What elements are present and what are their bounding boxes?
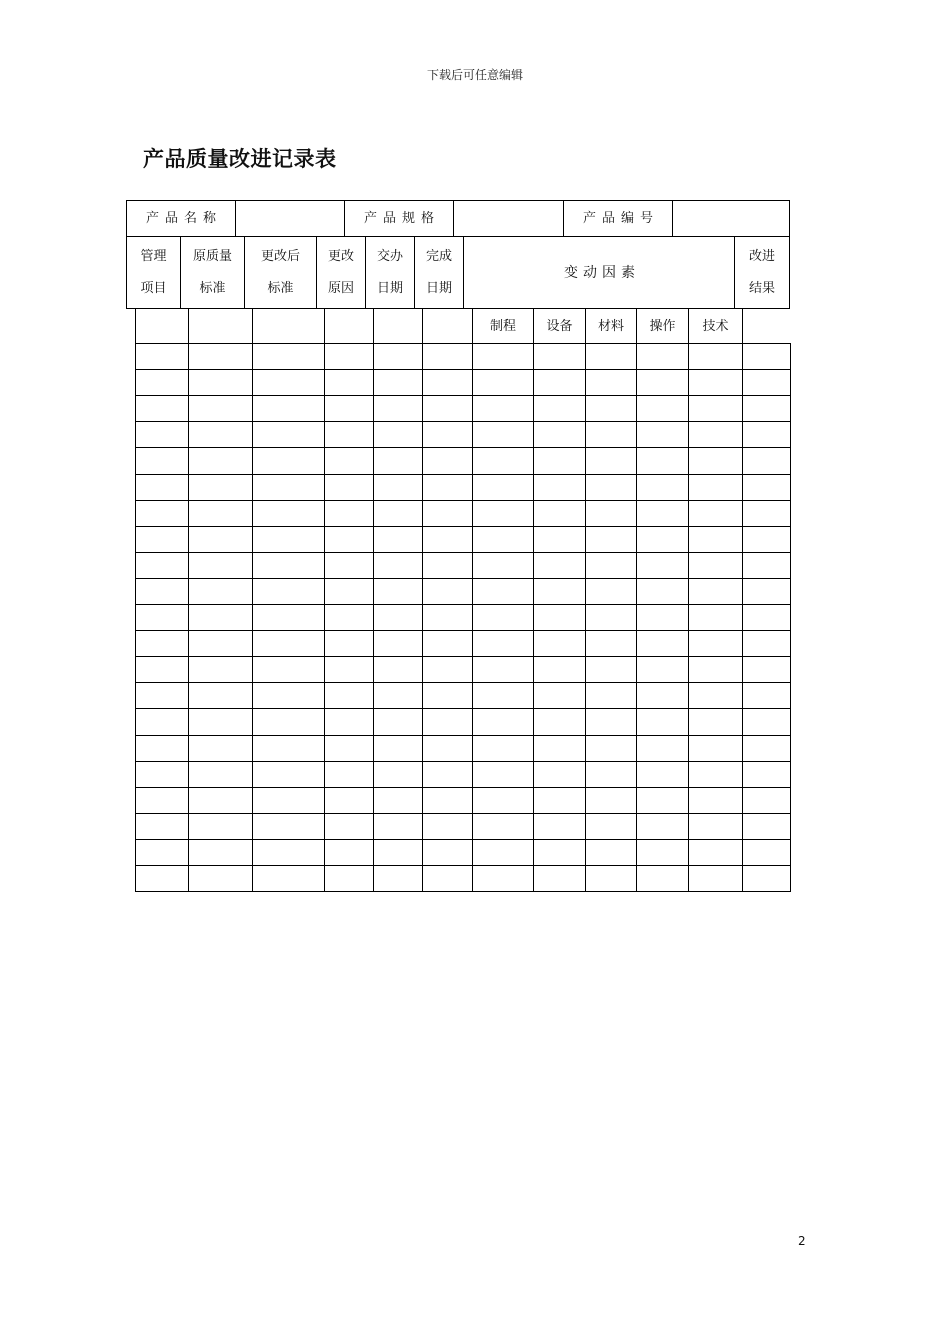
table-cell[interactable] <box>373 343 423 370</box>
table-cell[interactable] <box>533 578 586 605</box>
table-cell[interactable] <box>636 839 689 866</box>
table-cell[interactable] <box>373 708 423 736</box>
table-cell[interactable] <box>742 787 791 814</box>
table-cell[interactable] <box>688 735 743 762</box>
table-cell[interactable] <box>688 578 743 605</box>
table-cell[interactable] <box>324 761 374 788</box>
subheader-blank-cell <box>324 308 374 344</box>
table-cell[interactable] <box>324 708 374 736</box>
table-cell[interactable] <box>373 656 423 683</box>
table-cell[interactable] <box>533 343 586 370</box>
table-cell[interactable] <box>636 630 689 657</box>
table-cell[interactable] <box>585 865 637 892</box>
table-cell[interactable] <box>533 735 586 762</box>
table-cell[interactable] <box>324 578 374 605</box>
table-cell[interactable] <box>636 395 689 422</box>
table-cell[interactable] <box>188 865 253 892</box>
header-delivery-date <box>365 236 415 309</box>
table-cell[interactable] <box>252 578 325 605</box>
table-cell[interactable] <box>585 787 637 814</box>
table-cell[interactable] <box>373 865 423 892</box>
table-cell[interactable] <box>636 421 689 448</box>
table-cell[interactable] <box>472 552 534 579</box>
table-cell[interactable] <box>324 735 374 762</box>
table-cell[interactable] <box>533 761 586 788</box>
header-orig-standard-line2: 标准 <box>199 280 226 296</box>
factor-header-5: 技术 <box>688 308 743 344</box>
table-cell[interactable] <box>188 552 253 579</box>
table-cell[interactable] <box>742 369 791 396</box>
table-cell[interactable] <box>135 474 189 501</box>
table-cell[interactable] <box>422 761 473 788</box>
table-cell[interactable] <box>533 787 586 814</box>
table-cell[interactable] <box>472 447 534 475</box>
table-cell[interactable] <box>252 630 325 657</box>
table-cell[interactable] <box>688 708 743 736</box>
table-cell[interactable] <box>636 343 689 370</box>
table-cell[interactable] <box>135 682 189 709</box>
table-cell[interactable] <box>373 839 423 866</box>
table-cell[interactable] <box>742 421 791 448</box>
header-mgmt-item-line2: 项目 <box>140 280 167 296</box>
table-cell[interactable] <box>324 656 374 683</box>
table-cell[interactable] <box>373 421 423 448</box>
table-cell[interactable] <box>585 343 637 370</box>
factor-header-4: 操作 <box>636 308 689 344</box>
table-cell[interactable] <box>422 787 473 814</box>
table-cell[interactable] <box>373 447 423 475</box>
table-cell[interactable] <box>324 787 374 814</box>
header-complete-date-line1: 完成 <box>425 249 452 265</box>
header-improve-result-line1: 改进 <box>748 249 775 265</box>
table-cell[interactable] <box>324 552 374 579</box>
factor-header-3: 材料 <box>585 308 637 344</box>
table-cell[interactable] <box>472 421 534 448</box>
table-cell[interactable] <box>373 369 423 396</box>
table-cell[interactable] <box>188 656 253 683</box>
table-cell[interactable] <box>135 735 189 762</box>
table-cell[interactable] <box>688 500 743 527</box>
table-cell[interactable] <box>135 369 189 396</box>
table-cell[interactable] <box>324 682 374 709</box>
table-cell[interactable] <box>422 447 473 475</box>
table-cell[interactable] <box>585 839 637 866</box>
page-title: 产品质量改进记录表 <box>143 147 337 171</box>
table-cell[interactable] <box>188 787 253 814</box>
product-name-field[interactable] <box>235 200 345 237</box>
table-cell[interactable] <box>472 813 534 840</box>
table-cell[interactable] <box>324 526 374 553</box>
table-cell[interactable] <box>533 552 586 579</box>
header-improve-result-line2: 结果 <box>748 280 775 296</box>
table-cell[interactable] <box>472 761 534 788</box>
header-orig-standard-line1: 原质量 <box>192 249 232 265</box>
table-cell[interactable] <box>533 839 586 866</box>
table-cell[interactable] <box>373 526 423 553</box>
table-cell[interactable] <box>373 813 423 840</box>
table-cell[interactable] <box>422 604 473 631</box>
table-cell[interactable] <box>472 865 534 892</box>
table-cell[interactable] <box>422 395 473 422</box>
table-cell[interactable] <box>533 656 586 683</box>
table-cell[interactable] <box>135 343 189 370</box>
table-cell[interactable] <box>188 500 253 527</box>
table-cell[interactable] <box>188 526 253 553</box>
table-cell[interactable] <box>252 839 325 866</box>
table-cell[interactable] <box>472 735 534 762</box>
table-cell[interactable] <box>636 447 689 475</box>
table-cell[interactable] <box>688 395 743 422</box>
table-cell[interactable] <box>324 421 374 448</box>
table-cell[interactable] <box>742 578 791 605</box>
table-cell[interactable] <box>422 343 473 370</box>
table-cell[interactable] <box>688 474 743 501</box>
table-cell[interactable] <box>585 395 637 422</box>
table-cell[interactable] <box>742 865 791 892</box>
table-cell[interactable] <box>533 395 586 422</box>
table-cell[interactable] <box>742 682 791 709</box>
table-cell[interactable] <box>373 630 423 657</box>
subheader-result-continuation <box>742 308 791 344</box>
table-cell[interactable] <box>472 578 534 605</box>
table-cell[interactable] <box>688 839 743 866</box>
table-cell[interactable] <box>135 708 189 736</box>
table-cell[interactable] <box>636 500 689 527</box>
table-cell[interactable] <box>252 421 325 448</box>
table-cell[interactable] <box>188 708 253 736</box>
table-cell[interactable] <box>585 682 637 709</box>
table-cell[interactable] <box>422 369 473 396</box>
table-cell[interactable] <box>373 578 423 605</box>
table-cell[interactable] <box>324 474 374 501</box>
table-cell[interactable] <box>373 604 423 631</box>
table-cell[interactable] <box>585 526 637 553</box>
table-cell[interactable] <box>472 604 534 631</box>
table-cell[interactable] <box>533 630 586 657</box>
header-delivery-date-line2: 日期 <box>376 280 403 296</box>
table-cell[interactable] <box>636 552 689 579</box>
table-cell[interactable] <box>373 552 423 579</box>
table-cell[interactable] <box>422 474 473 501</box>
header-mgmt-item-line1: 管理 <box>140 249 167 265</box>
table-cell[interactable] <box>533 813 586 840</box>
table-cell[interactable] <box>422 839 473 866</box>
table-cell[interactable] <box>636 474 689 501</box>
table-cell[interactable] <box>472 500 534 527</box>
table-cell[interactable] <box>472 369 534 396</box>
table-cell[interactable] <box>742 761 791 788</box>
table-cell[interactable] <box>585 604 637 631</box>
table-cell[interactable] <box>188 447 253 475</box>
table-cell[interactable] <box>252 500 325 527</box>
table-cell[interactable] <box>472 839 534 866</box>
table-cell[interactable] <box>373 761 423 788</box>
table-cell[interactable] <box>373 735 423 762</box>
table-cell[interactable] <box>252 708 325 736</box>
table-cell[interactable] <box>472 343 534 370</box>
table-cell[interactable] <box>742 343 791 370</box>
table-cell[interactable] <box>533 421 586 448</box>
table-cell[interactable] <box>636 735 689 762</box>
table-cell[interactable] <box>135 526 189 553</box>
table-cell[interactable] <box>252 395 325 422</box>
table-cell[interactable] <box>533 500 586 527</box>
table-cell[interactable] <box>324 865 374 892</box>
table-cell[interactable] <box>585 500 637 527</box>
table-cell[interactable] <box>135 500 189 527</box>
table-cell[interactable] <box>533 708 586 736</box>
table-cell[interactable] <box>742 500 791 527</box>
subheader-blank-cell <box>373 308 423 344</box>
product-code-field[interactable] <box>672 200 790 237</box>
table-cell[interactable] <box>688 865 743 892</box>
table-cell[interactable] <box>373 682 423 709</box>
table-cell[interactable] <box>422 682 473 709</box>
table-cell[interactable] <box>252 735 325 762</box>
table-cell[interactable] <box>688 369 743 396</box>
header-complete-date <box>414 236 464 309</box>
table-cell[interactable] <box>742 839 791 866</box>
table-cell[interactable] <box>688 761 743 788</box>
table-cell[interactable] <box>742 474 791 501</box>
table-cell[interactable] <box>472 787 534 814</box>
table-cell[interactable] <box>252 474 325 501</box>
table-cell[interactable] <box>422 630 473 657</box>
table-cell[interactable] <box>324 604 374 631</box>
table-cell[interactable] <box>585 735 637 762</box>
table-cell[interactable] <box>324 500 374 527</box>
table-cell[interactable] <box>742 526 791 553</box>
table-cell[interactable] <box>742 656 791 683</box>
table-cell[interactable] <box>533 682 586 709</box>
table-cell[interactable] <box>636 526 689 553</box>
table-cell[interactable] <box>373 787 423 814</box>
factor-header-2: 设备 <box>533 308 586 344</box>
table-cell[interactable] <box>585 630 637 657</box>
table-cell[interactable] <box>472 656 534 683</box>
product-name-label: 产品名称 <box>126 200 236 237</box>
table-cell[interactable] <box>324 369 374 396</box>
table-cell[interactable] <box>188 369 253 396</box>
table-cell[interactable] <box>135 656 189 683</box>
table-cell[interactable] <box>252 682 325 709</box>
header-change-reason-line1: 更改 <box>327 249 354 265</box>
table-cell[interactable] <box>533 474 586 501</box>
table-cell[interactable] <box>188 474 253 501</box>
table-cell[interactable] <box>688 630 743 657</box>
header-change-reason <box>316 236 366 309</box>
table-cell[interactable] <box>472 474 534 501</box>
header-delivery-date-line1: 交办 <box>376 249 403 265</box>
header-mgmt-item <box>126 236 181 309</box>
table-cell[interactable] <box>585 761 637 788</box>
table-cell[interactable] <box>422 656 473 683</box>
table-cell[interactable] <box>188 343 253 370</box>
table-cell[interactable] <box>252 787 325 814</box>
table-cell[interactable] <box>252 526 325 553</box>
table-cell[interactable] <box>188 735 253 762</box>
table-cell[interactable] <box>472 708 534 736</box>
table-cell[interactable] <box>135 552 189 579</box>
table-cell[interactable] <box>252 604 325 631</box>
table-cell[interactable] <box>188 761 253 788</box>
table-cell[interactable] <box>188 813 253 840</box>
header-change-reason-line2: 原因 <box>327 280 354 296</box>
header-improve-result <box>734 236 790 309</box>
table-cell[interactable] <box>422 500 473 527</box>
table-cell[interactable] <box>373 474 423 501</box>
header-orig-standard <box>180 236 245 309</box>
table-cell[interactable] <box>636 708 689 736</box>
table-cell[interactable] <box>135 421 189 448</box>
table-cell[interactable] <box>688 526 743 553</box>
header-complete-date-line2: 日期 <box>425 280 452 296</box>
table-cell[interactable] <box>135 839 189 866</box>
table-cell[interactable] <box>742 447 791 475</box>
table-cell[interactable] <box>533 369 586 396</box>
table-cell[interactable] <box>533 447 586 475</box>
table-cell[interactable] <box>252 447 325 475</box>
table-cell[interactable] <box>324 630 374 657</box>
table-cell[interactable] <box>742 813 791 840</box>
table-cell[interactable] <box>188 395 253 422</box>
table-cell[interactable] <box>188 630 253 657</box>
table-cell[interactable] <box>688 447 743 475</box>
table-cell[interactable] <box>135 447 189 475</box>
table-cell[interactable] <box>135 813 189 840</box>
header-change-factors: 变动因素 <box>463 236 735 309</box>
table-cell[interactable] <box>688 604 743 631</box>
table-cell[interactable] <box>135 865 189 892</box>
table-cell[interactable] <box>252 552 325 579</box>
table-cell[interactable] <box>585 421 637 448</box>
table-cell[interactable] <box>585 369 637 396</box>
table-cell[interactable] <box>252 343 325 370</box>
factor-header-1: 制程 <box>472 308 534 344</box>
table-cell[interactable] <box>324 813 374 840</box>
table-cell[interactable] <box>252 865 325 892</box>
table-cell[interactable] <box>324 395 374 422</box>
table-cell[interactable] <box>585 474 637 501</box>
table-cell[interactable] <box>533 526 586 553</box>
table-cell[interactable] <box>188 421 253 448</box>
table-cell[interactable] <box>472 526 534 553</box>
table-cell[interactable] <box>742 552 791 579</box>
table-cell[interactable] <box>422 526 473 553</box>
table-cell[interactable] <box>688 656 743 683</box>
subheader-blank-cell <box>135 308 189 344</box>
table-cell[interactable] <box>373 395 423 422</box>
table-cell[interactable] <box>472 630 534 657</box>
table-cell[interactable] <box>135 578 189 605</box>
table-cell[interactable] <box>324 343 374 370</box>
page-number: 2 <box>798 1234 806 1248</box>
table-cell[interactable] <box>188 839 253 866</box>
table-cell[interactable] <box>742 395 791 422</box>
header-new-standard-line1: 更改后 <box>260 249 300 265</box>
table-cell[interactable] <box>688 787 743 814</box>
table-cell[interactable] <box>422 813 473 840</box>
table-cell[interactable] <box>533 604 586 631</box>
table-cell[interactable] <box>636 369 689 396</box>
header-note: 下载后可任意编辑 <box>426 68 523 82</box>
table-cell[interactable] <box>742 735 791 762</box>
table-cell[interactable] <box>188 578 253 605</box>
table-cell[interactable] <box>636 604 689 631</box>
table-cell[interactable] <box>636 865 689 892</box>
table-cell[interactable] <box>373 500 423 527</box>
table-cell[interactable] <box>636 578 689 605</box>
table-cell[interactable] <box>472 395 534 422</box>
header-new-standard <box>244 236 317 309</box>
table-cell[interactable] <box>135 761 189 788</box>
table-cell[interactable] <box>636 813 689 840</box>
table-cell[interactable] <box>585 552 637 579</box>
table-cell[interactable] <box>585 447 637 475</box>
table-cell[interactable] <box>636 656 689 683</box>
subheader-blank-cell <box>188 308 253 344</box>
table-cell[interactable] <box>422 865 473 892</box>
table-cell[interactable] <box>742 708 791 736</box>
table-cell[interactable] <box>533 865 586 892</box>
table-cell[interactable] <box>135 630 189 657</box>
table-cell[interactable] <box>585 656 637 683</box>
table-cell[interactable] <box>188 604 253 631</box>
table-cell[interactable] <box>422 421 473 448</box>
table-cell[interactable] <box>585 813 637 840</box>
product-spec-field[interactable] <box>453 200 564 237</box>
product-spec-label: 产品规格 <box>344 200 454 237</box>
table-cell[interactable] <box>585 578 637 605</box>
table-cell[interactable] <box>472 682 534 709</box>
table-cell[interactable] <box>422 552 473 579</box>
table-cell[interactable] <box>135 787 189 814</box>
header-new-standard-line2: 标准 <box>267 280 294 296</box>
subheader-blank-cell <box>252 308 325 344</box>
table-cell[interactable] <box>324 447 374 475</box>
table-cell[interactable] <box>252 656 325 683</box>
table-cell[interactable] <box>742 630 791 657</box>
table-cell[interactable] <box>688 813 743 840</box>
table-cell[interactable] <box>422 708 473 736</box>
table-cell[interactable] <box>324 839 374 866</box>
table-cell[interactable] <box>742 604 791 631</box>
table-cell[interactable] <box>585 708 637 736</box>
table-cell[interactable] <box>422 735 473 762</box>
table-cell[interactable] <box>688 552 743 579</box>
table-cell[interactable] <box>252 761 325 788</box>
table-cell[interactable] <box>636 761 689 788</box>
table-cell[interactable] <box>422 578 473 605</box>
table-cell[interactable] <box>135 604 189 631</box>
table-cell[interactable] <box>688 682 743 709</box>
table-cell[interactable] <box>252 813 325 840</box>
table-cell[interactable] <box>135 395 189 422</box>
table-cell[interactable] <box>688 421 743 448</box>
table-cell[interactable] <box>636 787 689 814</box>
subheader-blank-cell <box>422 308 473 344</box>
table-cell[interactable] <box>188 682 253 709</box>
product-code-label: 产品编号 <box>563 200 673 237</box>
table-cell[interactable] <box>252 369 325 396</box>
table-cell[interactable] <box>636 682 689 709</box>
table-cell[interactable] <box>688 343 743 370</box>
